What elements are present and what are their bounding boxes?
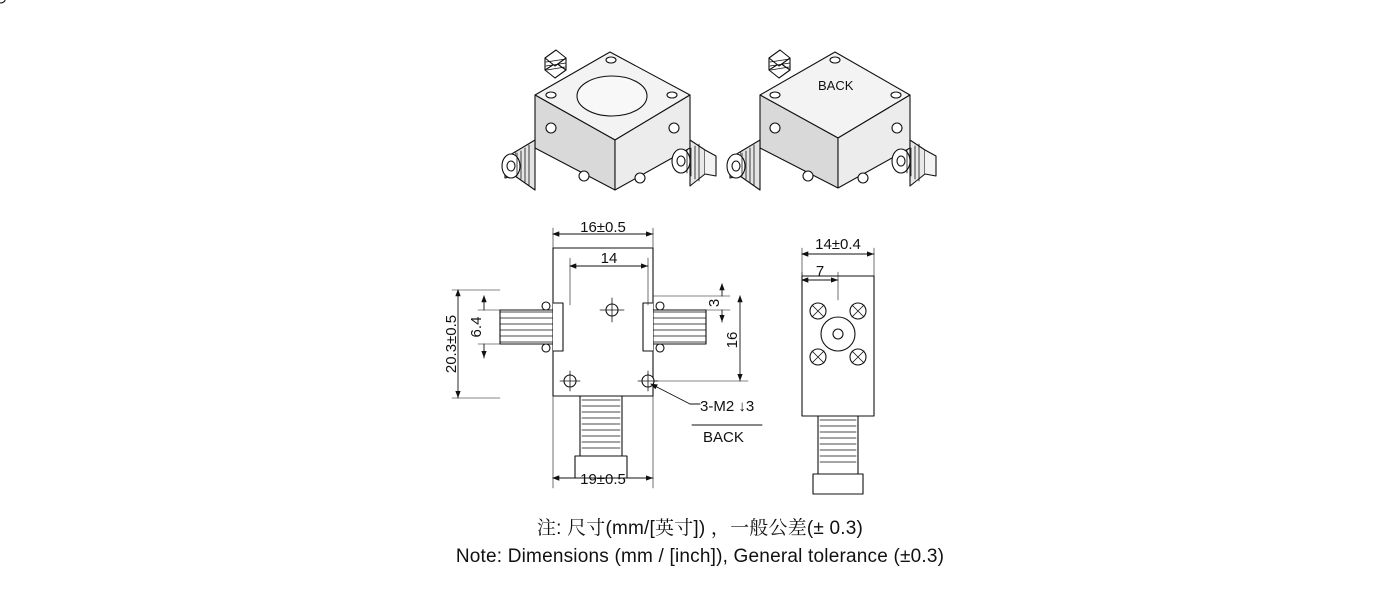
- iso-front-view: [502, 50, 716, 190]
- note-english: Note: Dimensions (mm / [inch]), General tolerance (±0.3): [455, 545, 945, 567]
- callout-hole-spec: 3-M2 ↓3: [700, 398, 755, 415]
- top-dimension-view: [452, 228, 762, 488]
- dim-bottom-overall: 19±0.5: [580, 471, 626, 488]
- dim-side-half-width: 7: [815, 263, 825, 280]
- note-chinese: 注: 尺寸(mm/[英寸]) ，一般公差(± 0.3): [536, 518, 864, 539]
- side-dimension-view: [802, 248, 874, 494]
- dim-right-small: 3: [706, 298, 723, 308]
- iso-back-label: BACK: [818, 78, 854, 93]
- dim-top-inner-width: 14: [600, 250, 618, 267]
- callout-hole-face: BACK: [703, 429, 744, 446]
- dim-top-overall-width: 16±0.5: [580, 219, 626, 236]
- dim-side-overall-width: 14±0.4: [815, 236, 861, 253]
- notes-block: [0, 515, 1400, 570]
- dim-port-offset: 6.4: [468, 316, 485, 338]
- dim-right-mid: 16: [724, 331, 741, 349]
- dim-top-height-overall: 20.3±0.5: [443, 314, 460, 374]
- iso-back-view: [0, 0, 936, 190]
